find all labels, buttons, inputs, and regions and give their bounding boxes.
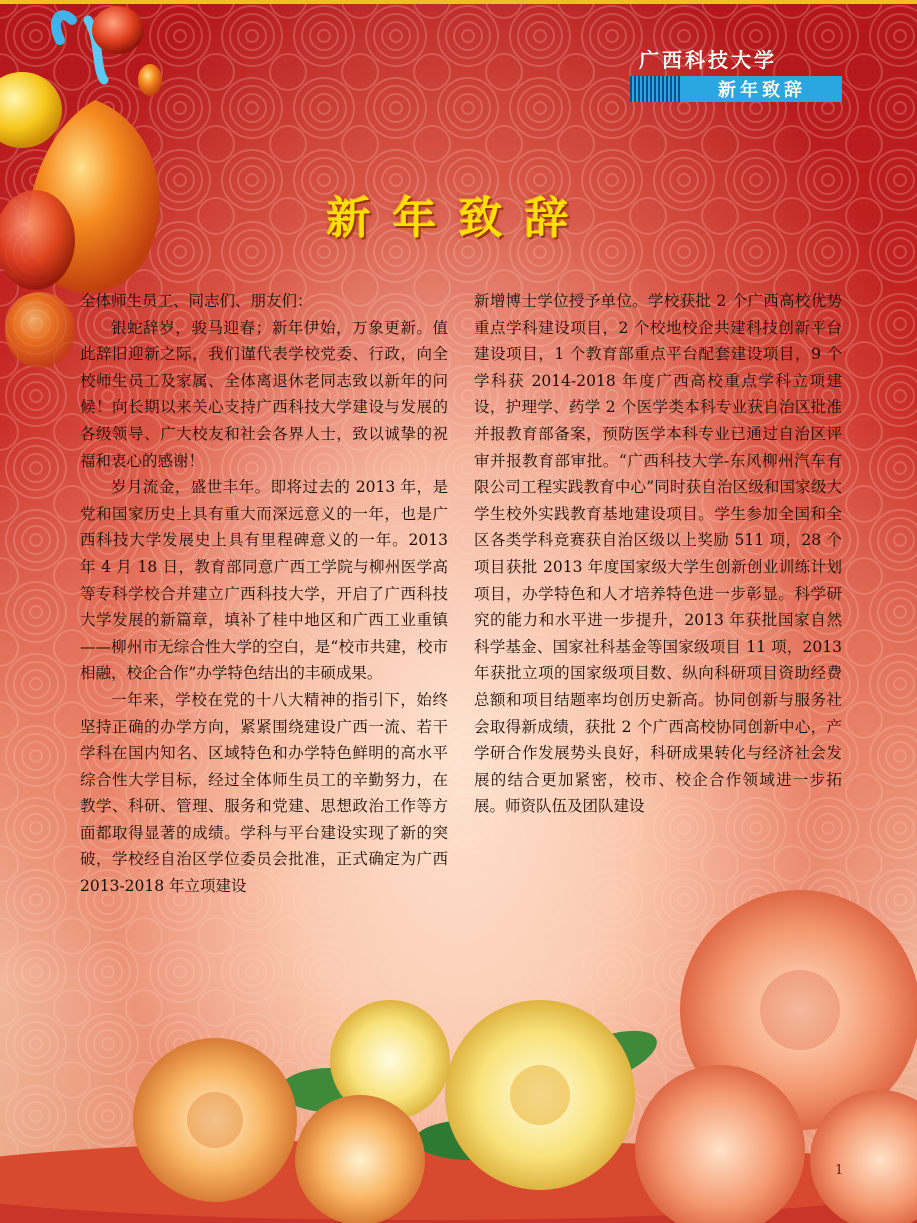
salutation: 全体师生员工、同志们、朋友们： [80, 292, 313, 310]
paragraph: 一年来，学校在党的十八大精神的指引下，始终坚持正确的办学方向，紧紧围绕建设广西一流、若干学科在国内知名、区域特色和办学特色鲜明的高水平综合性大学目标，经过全体师生员工的辛勤努力，在教学、科研、管理、服务和党建、思想政治工作等方面都取得显著的成绩。学科与平台建设实现了新的突破，学校经自治区学位委员会批准，正式确定为广西 2013-2018 年立项建设 [80, 690, 448, 896]
left-text-column [80, 288, 448, 900]
paragraph: 银蛇辞岁，骏马迎春；新年伊始，万象更新。值此辞旧迎新之际，我们谨代表学校党委、行政，向全校师生员工及家属、全体离退休老同志致以新年的问候！向长期以来关心支持广西科技大学建设与发展的各级领导、广大校友和社会各界人士，致以诚挚的祝福和衷心的感谢！ [80, 318, 448, 470]
header-school-name: 广西科技大学 [639, 48, 777, 72]
header-stripes-decoration [630, 76, 682, 102]
header-section-bar [630, 76, 842, 102]
page-number: 1 [835, 1163, 844, 1178]
paragraph: 新增博士学位授予单位。学校获批 2 个广西高校优势重点学科建设项目，2 个校地校企共建科技创新平台建设项目，1 个教育部重点平台配套建设项目，9 个学科获 2014-2018 年度广西高校重点学科立项建设，护理学、药学 2 个医学类本科专业获自治区批准并报教育部备案，预防医学本科专业已通过自治区评审并报教育部审批。“广西科技大学-东风柳州汽车有限公司工程实践教育中心”同时获自治区级和国家级大学生校外实践教育基地建设项目。学生参加全国和全区各类学科竞赛获自治区级以上奖励 511 项，28 个项目获批 2013 年度国家级大学生创新创业训练计划项目，办学特色和人才培养特色进一步彰显。科学研究的能力和水平进一步提升，2013 年获批国家自然科学基金、国家社科基金等国家级项目 11 项，2013 年获批立项的国家级项目数、纵向科研项目资助经费总额和项目结题率均创历史新高。协同创新与服务社会取得新成绩，获批 2 个广西高校协同创新中心，产学研合作发展势头良好，科研成果转化与经济社会发展的结合更加紧密，校市、校企合作领域进一步拓展。师资队伍及团队建设 [474, 292, 842, 816]
right-text-column [474, 288, 842, 820]
header-section-label: 新年致辞 [718, 80, 806, 101]
page-title: 新年致辞 [326, 193, 591, 244]
peony-flowers-decoration [0, 880, 917, 1223]
paragraph: 岁月流金，盛世丰年。即将过去的 2013 年，是党和国家历史上具有重大而深远意义的一年，也是广西科技大学发展史上具有里程碑意义的一年。2013 年 4 月 18 日，教育部同意广西工学院与柳州医学高等专科学校合并建立广西科技大学，开启了广西科技大学发展的新篇章，填补了桂中地区和广西工业重镇——柳州市无综合性大学的空白，是“校市共建，校市相融，校企合作”办学特色结出的丰硕成果。 [80, 478, 448, 683]
